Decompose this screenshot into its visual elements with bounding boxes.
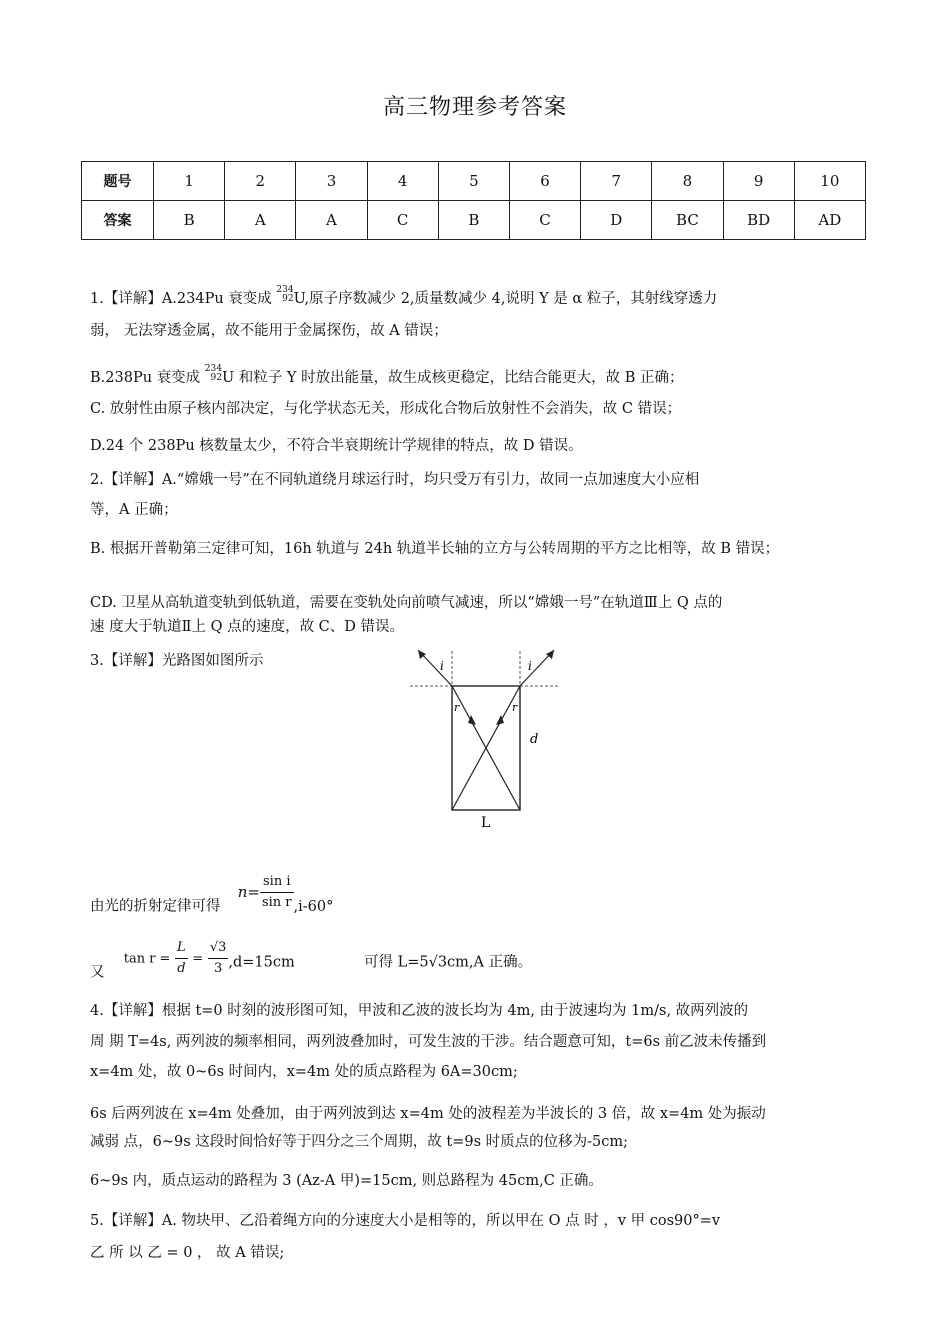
angle-r-left: r — [454, 701, 460, 714]
width-label: L — [481, 815, 491, 831]
q1-c: C. 放射性由原子核内部决定，与化学状态无关，形成化合物后放射性不会消失，故 C 错误； — [90, 401, 682, 417]
q1-b: B.238Pu 衰变成 234 92U 和粒子 Y 时放出能量，故生成核更稳定，比结合能更大，故 B 正确； — [90, 364, 684, 386]
answer-cell: D — [581, 201, 652, 240]
q2-a-line1: 2.【详解】A.“嫦娥一号”在不同轨道绕月球运行时，均只受万有引力，故同一点加速度大小应相 — [90, 472, 700, 488]
angle-i-left: i — [440, 659, 444, 673]
question-number: 10 — [794, 162, 865, 201]
q1-a-line2: 弱， 无法穿透金属，故不能用于金属探伤，故 A 错误； — [90, 323, 448, 339]
table-row-numbers — [82, 162, 866, 201]
question-number: 3 — [296, 162, 367, 201]
table-row-answers — [82, 201, 866, 240]
answer-cell: C — [509, 201, 580, 240]
q4-line2: 周 期 T=4s, 两列波的频率相同，两列波叠加时，可发生波的干涉。结合题意可知，t=6s 前乙波未传播到 — [90, 1034, 767, 1050]
question-number: 4 — [367, 162, 438, 201]
answer-cell: A — [296, 201, 367, 240]
answer-cell: B — [438, 201, 509, 240]
answer-cell: C — [367, 201, 438, 240]
row-label-answer: 答案 — [82, 201, 154, 240]
angle-i-right: i — [528, 659, 532, 673]
row-label-number: 题号 — [82, 162, 154, 201]
q1-d: D.24 个 238Pu 核数量太少，不符合半衰期统计学规律的特点，故 D 错误。 — [90, 438, 583, 454]
q2-b: B. 根据开普勒第三定律可知，16h 轨道与 24h 轨道半长轴的立方与公转周期的平方之比相等，故 B 错误； — [90, 541, 780, 557]
angle-r-right: r — [512, 701, 518, 714]
question-number: 7 — [581, 162, 652, 201]
answer-cell: BD — [723, 201, 794, 240]
light-path-diagram — [400, 645, 570, 835]
q2-cd-line1: CD. 卫星从高轨道变轨到低轨道，需要在变轨处向前喷气减速，所以“嫦娥一号”在轨道Ⅲ上 Q 点的 — [90, 595, 723, 611]
q4-line6: 6~9s 内，质点运动的路程为 3 (Az-A 甲)=15cm, 则总路程为 45cm,C 正确。 — [90, 1173, 603, 1189]
question-number: 9 — [723, 162, 794, 201]
q4-line3: x=4m 处，故 0~6s 时间内，x=4m 处的质点路程为 6A=30cm; — [90, 1064, 518, 1080]
page-title: 高三物理参考答案 — [382, 95, 567, 120]
question-number: 2 — [225, 162, 296, 201]
q3-tangent: 又 tan r = $\frac{L}{d}$ = $\frac{√3}{3}$ ,d=15cm 可得 L=5√3cm,A 正确。 — [90, 940, 533, 981]
answer-cell: B — [154, 201, 225, 240]
answer-table — [81, 161, 866, 240]
question-number: 5 — [438, 162, 509, 201]
answer-cell: A — [225, 201, 296, 240]
q3-refraction-law: 由光的折射定律可得 n= $\frac{\text{sin i}}{\text{sin r}}$ ,i-60° — [90, 874, 334, 915]
q2-a-line2: 等，A 正确； — [90, 502, 178, 518]
answer-cell: AD — [794, 201, 865, 240]
q4-line1: 4.【详解】根据 t=0 时刻的波形图可知，甲波和乙波的波长均为 4m, 由于波速均为 1m/s, 故两列波的 — [90, 1003, 749, 1019]
isotope-notation: 234 92 — [276, 285, 294, 304]
question-number: 1 — [154, 162, 225, 201]
question-number: 6 — [509, 162, 580, 201]
q4-line4: 6s 后两列波在 x=4m 处叠加，由于两列波到达 x=4m 处的波程差为半波长的 3 倍，故 x=4m 处为振动 — [90, 1106, 766, 1122]
thickness-label: d — [530, 732, 539, 747]
q2-cd-line2: 速 度大于轨道Ⅱ上 Q 点的速度，故 C、D 错误。 — [90, 619, 405, 635]
q5-line2: 乙 所 以 乙 = 0 ， 故 A 错误; — [90, 1245, 285, 1261]
q4-line5: 减弱 点，6~9s 这段时间恰好等于四分之三个周期，故 t=9s 时质点的位移为-5cm; — [90, 1134, 628, 1150]
question-number: 8 — [652, 162, 723, 201]
isotope-notation: 234 92 — [204, 364, 222, 383]
q1-a-line1: 1.【详解】A.234Pu 衰变成 234 92U,原子序数减少 2,质量数减少 4,说明 Y 是 α 粒子，其射线穿透力 — [90, 285, 718, 307]
q3-intro: 3.【详解】光路图如图所示 — [90, 653, 264, 669]
refractive-index-formula: n= $\frac{\text{sin i}}{\text{sin r}}$ ,i-60° — [237, 874, 334, 915]
q5-line1: 5.【详解】A. 物块甲、乙沿着绳方向的分速度大小是相等的，所以甲在 O 点 时 ，v 甲 cos90°=v — [90, 1213, 721, 1229]
answer-cell: BC — [652, 201, 723, 240]
